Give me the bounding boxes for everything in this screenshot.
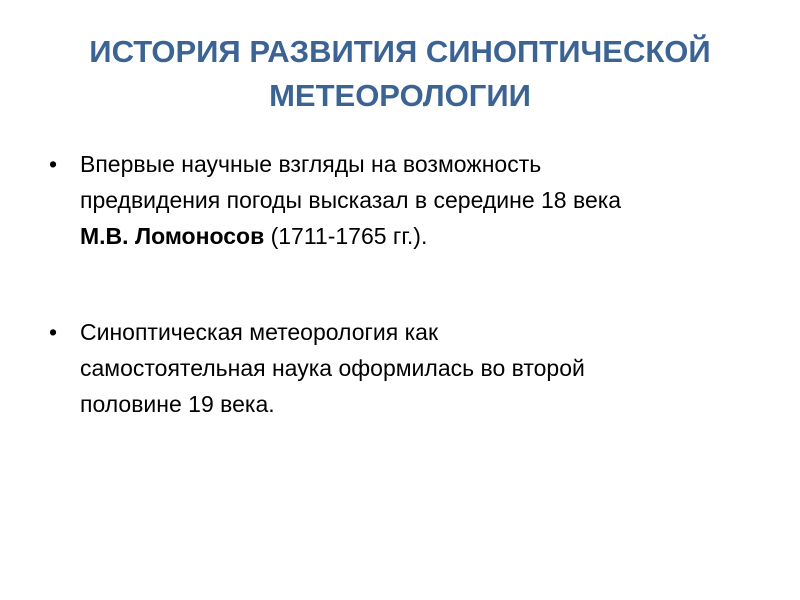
bullet-marker: • — [49, 151, 58, 177]
bullet-1-line-2: предвидения погоды высказал в середине 18 века — [80, 187, 622, 213]
slide-title — [60, 30, 740, 118]
slide-title-line-2: МЕТЕОРОЛОГИИ — [269, 78, 531, 113]
lomonosov-years: (1711-1765 гг.). — [264, 223, 428, 249]
bullet-list — [40, 146, 770, 422]
bullet-item-lomonosov — [40, 146, 770, 254]
bullet-marker: • — [49, 319, 58, 345]
bullet-2-line-3: половине 19 века. — [80, 391, 275, 417]
lomonosov-name: М.В. Ломоносов — [80, 223, 265, 249]
bullet-1-line-1: Впервые научные взгляды на возможность — [80, 151, 542, 177]
bullet-item-synoptic-science — [40, 314, 770, 422]
bullet-2-line-1: Синоптическая метеорология как — [80, 319, 439, 345]
slide-title-line-1: ИСТОРИЯ РАЗВИТИЯ СИНОПТИЧЕСКОЙ — [89, 34, 711, 69]
bullet-2-line-2: самостоятельная наука оформилась во второй — [80, 355, 585, 381]
bullet-1-line-3 — [80, 218, 770, 254]
